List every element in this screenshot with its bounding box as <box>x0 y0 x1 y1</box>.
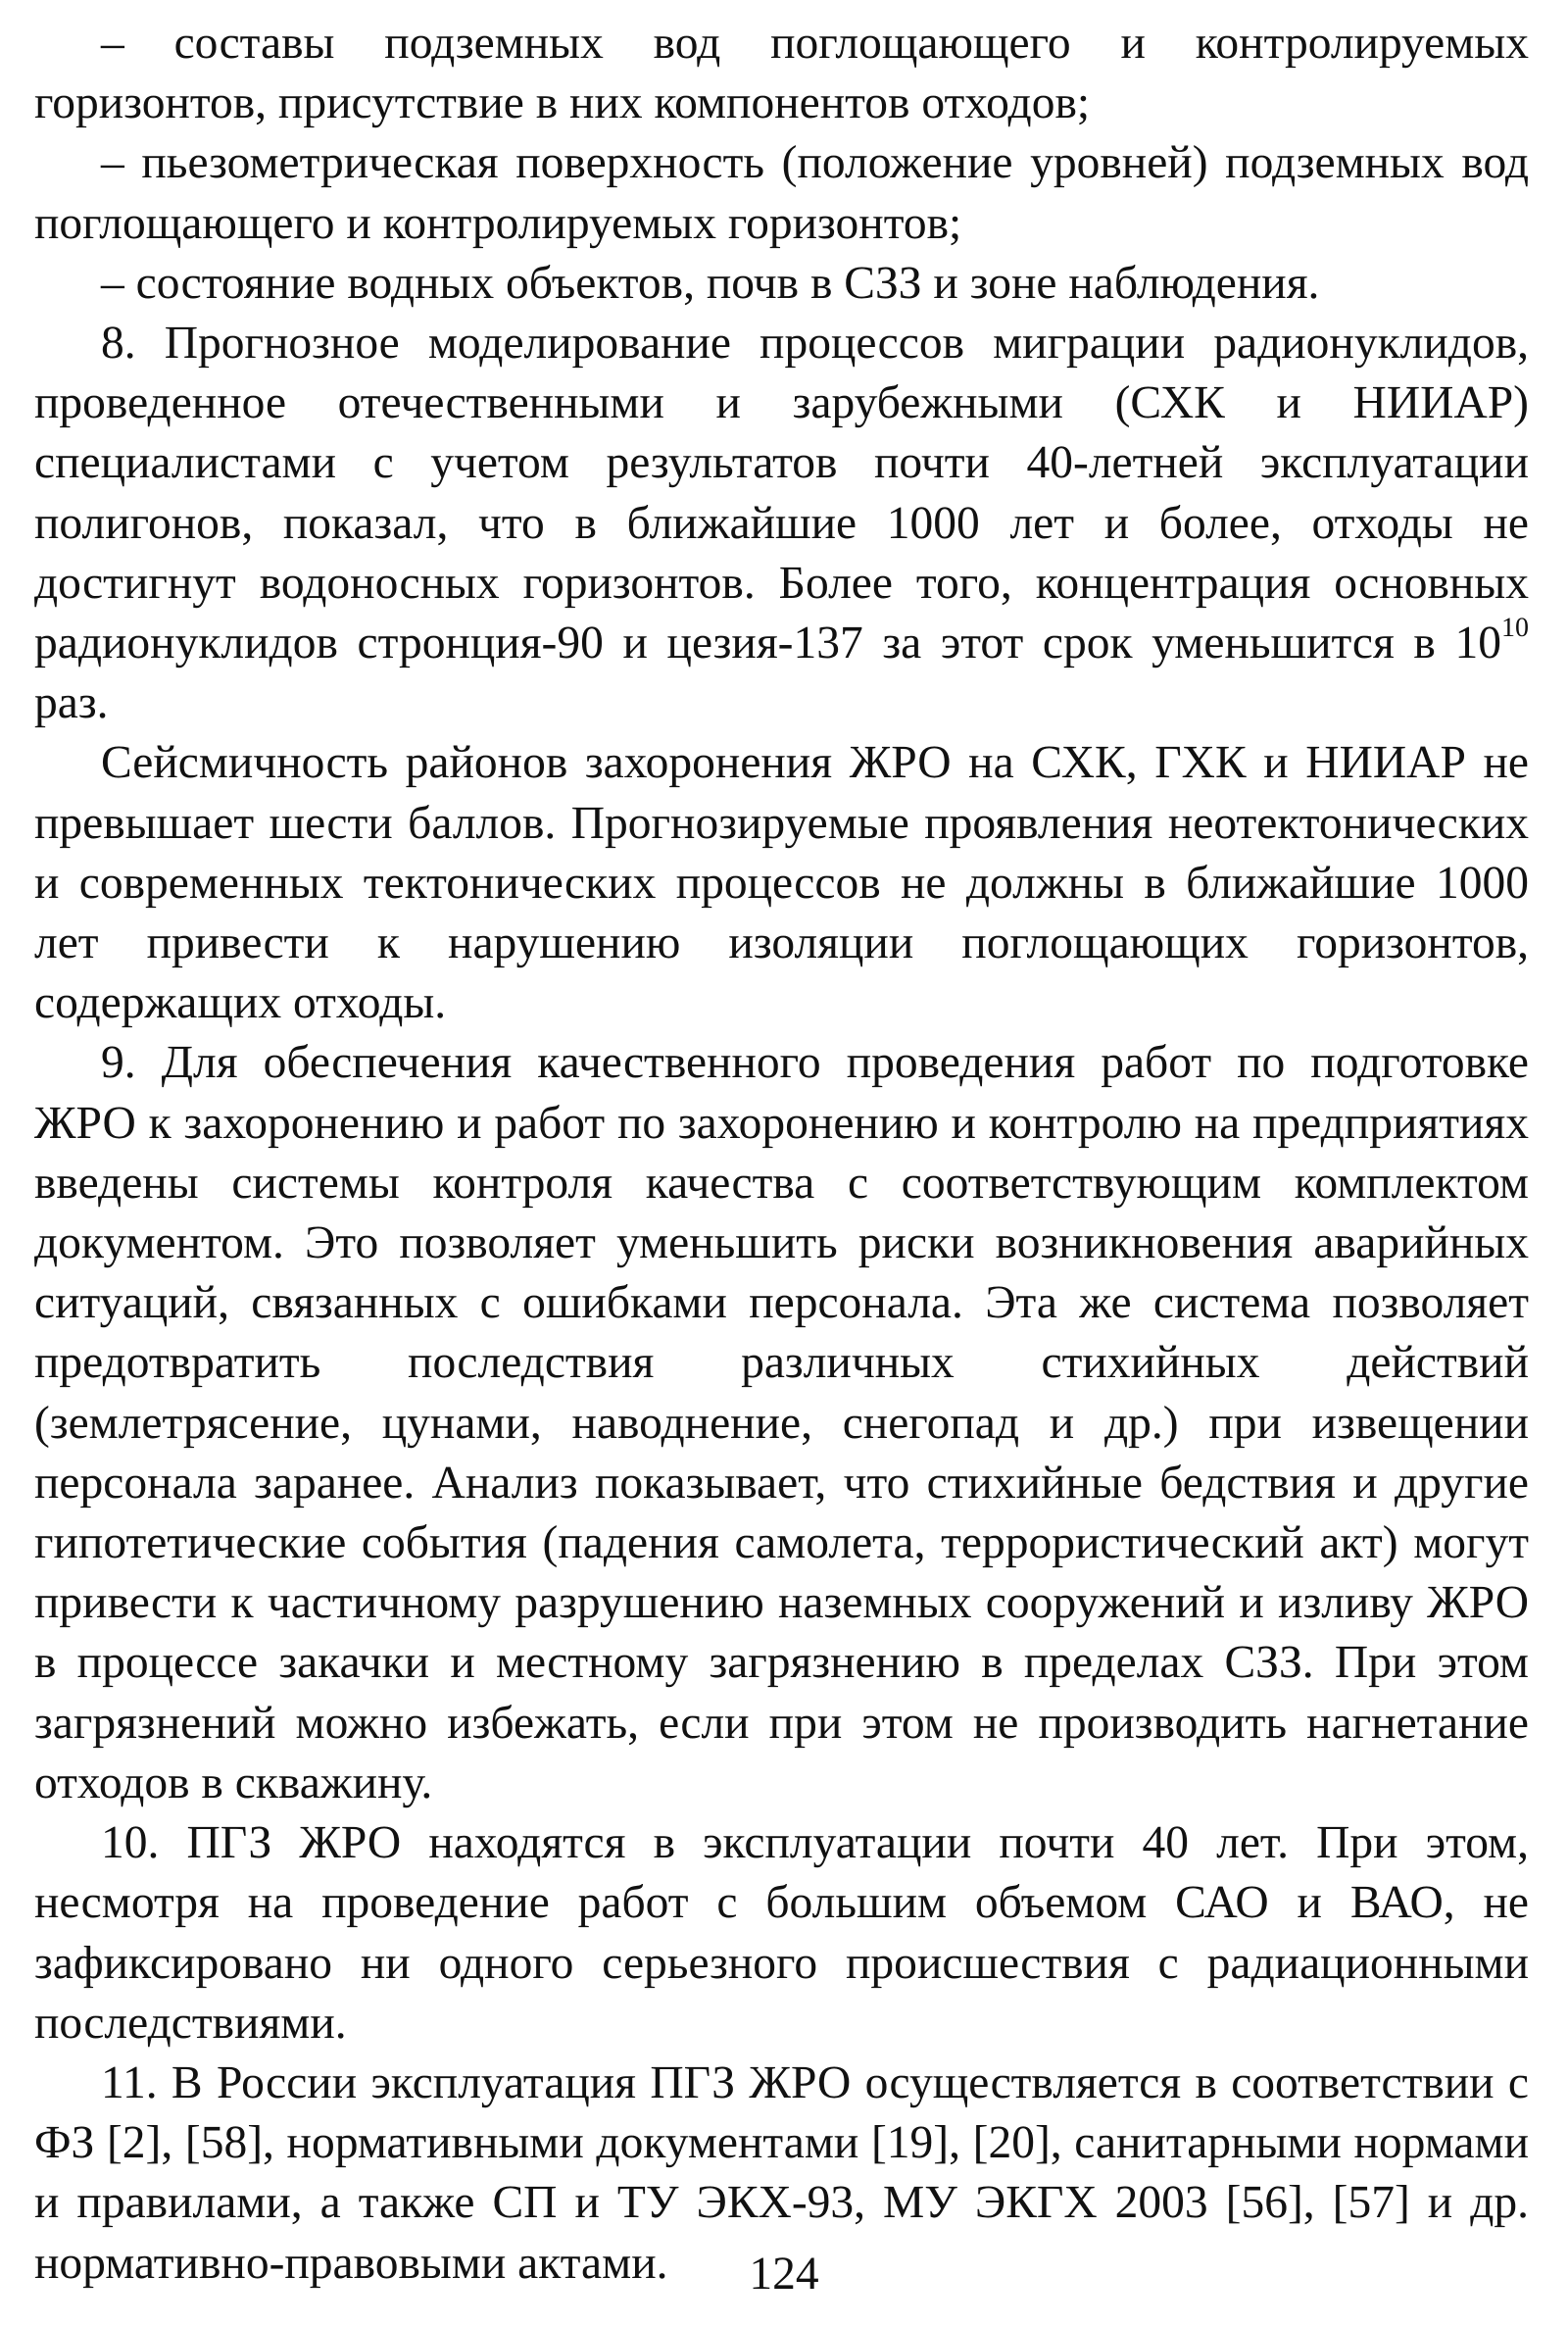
paragraph-9-quality-control: 9. Для обеспечения качественного проведения работ по подготовке ЖРО к захоронению и работ по захоронению и контролю на предприятиях введены системы контроля качества с соответствующим комплектом документом. Это позволяет уменьшить риски возникновения аварийных ситуаций, связанных с ошибками персонала. Эта же система позволяет предотвратить последствия различных стихийных действий (землетрясение, цунами, наводнение, снегопад и др.) при извещении персонала заранее. Анализ показывает, что стихийные бедствия и другие гипотетические события (падения самолета, террористический акт) могут привести к частичному разрушению наземных сооружений и изливу ЖРО в процессе закачки и местному загрязнению в пределах СЗЗ. При этом загрязнений можно избежать, если при этом не производить нагнетание отходов в скважину. <box>34 1037 1529 1808</box>
power-exponent: 10 <box>1501 613 1529 644</box>
page-number: 124 <box>749 2249 819 2300</box>
paragraph-groundwater-composition: – составы подземных вод поглощающего и контролируемых горизонтов, присутствие в них компонентов отходов; <box>34 18 1529 129</box>
paragraph-8-tail: раз. <box>34 677 109 729</box>
power-base: 10 <box>1454 618 1501 669</box>
paragraph-seismicity: Сейсмичность районов захоронения ЖРО на СХК, ГХК и НИИАР не превышает шести баллов. Прогнозируемые проявления неотектонических и современных тектонических процессов не должны в ближайшие 1000 лет привести к нарушению изоляции поглощающих горизонтов, содержащих отходы. <box>34 737 1529 1029</box>
paragraph-piezometric-surface: – пьезометрическая поверхность (положение уровней) подземных вод поглощающего и контролируемых горизонтов; <box>34 137 1529 249</box>
paragraph-8-text: 8. Прогнозное моделирование процессов миграции радионуклидов, проведенное отечественными и зарубежными (СХК и НИИАР) специалистами с учетом результатов почти 40-летней эксплуатации полигонов, показал, что в ближайшие 1000 лет и более, отходы не достигнут водоносных горизонтов. Более того, концентрация основных радионуклидов стронция-90 и цезия-137 за этот срок уменьшится в <box>34 318 1529 669</box>
paragraph-8-modeling <box>34 314 1529 733</box>
paragraph-11-regulation: 11. В России эксплуатация ПГЗ ЖРО осуществляется в соответствии с ФЗ [2], [58], нормативными документами [19], [20], санитарными нормами и правилами, а также СП и ТУ ЭКХ-93, МУ ЭКГХ 2003 [56], [57] и др. нормативно-правовыми актами. <box>34 2056 1529 2289</box>
paragraph-water-objects-state: – состояние водных объектов, почв в СЗЗ и зоне наблюдения. <box>101 257 1320 309</box>
paragraph-10-operation: 10. ПГЗ ЖРО находятся в эксплуатации почти 40 лет. При этом, несмотря на проведение работ с большим объемом САО и ВАО, не зафиксировано ни одного серьезного происшествия с радиационными последствиями. <box>34 1817 1529 2049</box>
page-text-block <box>34 14 1529 2294</box>
